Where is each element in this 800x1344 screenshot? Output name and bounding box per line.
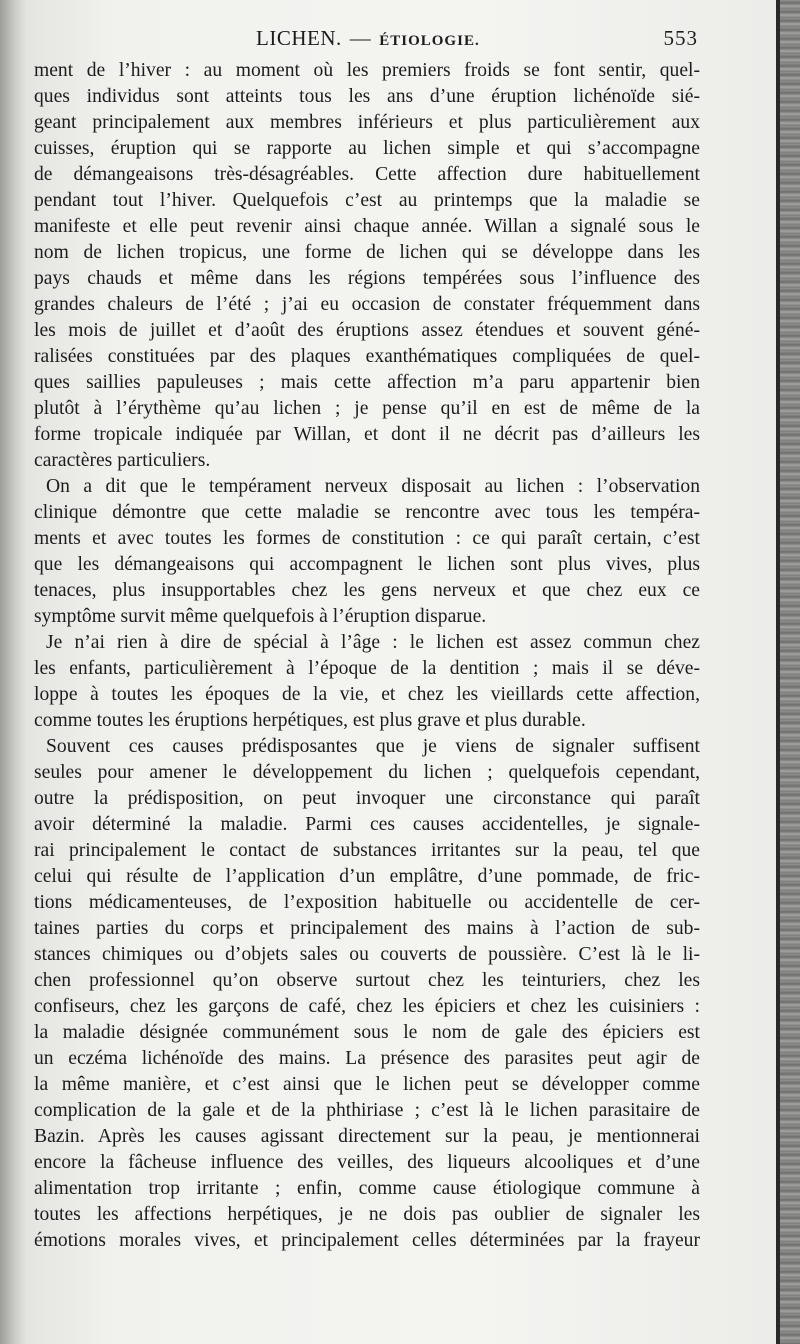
text-line: avoir déterminé la maladie. Parmi ces causes accidentelles, je signale- [34, 814, 700, 835]
text-line: toutes les affections herpétiques, je ne dois pas oublier de signaler les [34, 1204, 700, 1225]
text-line: les enfants, particulièrement à l’époque de la dentition ; mais il se déve- [34, 658, 700, 679]
text-line: taines parties du corps et principalement des mains à l’action de sub- [34, 918, 700, 939]
text-line: Je n’ai rien à dire de spécial à l’âge : le lichen est assez commun chez [46, 632, 700, 653]
text-line: plutôt à l’érythème qu’au lichen ; je pense qu’il en est de même de la [34, 398, 700, 419]
text-line: cuisses, éruption qui se rapporte au lichen simple et qui s’accompagne [34, 138, 700, 159]
text-line: seules pour amener le développement du lichen ; quelquefois cependant, [34, 762, 700, 783]
text-line: chen professionnel qu’on observe surtout chez les teinturiers, chez les [34, 970, 700, 991]
text-line: geant principalement aux membres inférieurs et plus particulièrement aux [34, 112, 700, 133]
text-line: celui qui résulte de l’application d’un emplâtre, d’une pommade, de fric- [34, 866, 700, 887]
text-line: symptôme survit même quelquefois à l’éruption disparue. [34, 606, 487, 627]
text-line: clinique démontre que cette maladie se rencontre avec tous les tempéra- [34, 502, 700, 523]
text-line: On a dit que le tempérament nerveux disposait au lichen : l’observation [46, 476, 700, 497]
book-binding [776, 0, 800, 1344]
text-line: forme tropicale indiquée par Willan, et dont il ne décrit pas d’ailleurs les [34, 424, 700, 445]
text-line: la maladie désignée communément sous le nom de gale des épiciers est [34, 1022, 700, 1043]
text-line: émotions morales vives, et principalement celles déterminées par la frayeur [34, 1230, 700, 1251]
running-head [256, 26, 480, 51]
text-line: pays chauds et même dans les régions tempérées sous l’influence des [34, 268, 700, 289]
text-line: Souvent ces causes prédisposantes que je viens de signaler suffisent [46, 736, 700, 757]
text-line: la même manière, et c’est ainsi que le lichen peut se développer comme [34, 1074, 700, 1095]
page-number: 553 [663, 26, 698, 50]
text-line: les mois de juillet et d’août des éruptions assez étendues et souvent géné- [34, 320, 700, 341]
page-header [34, 26, 698, 58]
text-line: pendant tout l’hiver. Quelquefois c’est au printemps que la maladie se [34, 190, 700, 211]
text-line: encore la fâcheuse influence des veilles, des liqueurs alcooliques et d’une [34, 1152, 700, 1173]
text-line: rai principalement le contact de substances irritantes sur la peau, tel que [34, 840, 700, 861]
text-line: alimentation trop irritante ; enfin, comme cause étiologique commune à [34, 1178, 700, 1199]
page-left-edge [0, 0, 26, 1344]
text-line: Bazin. Après les causes agissant directement sur la peau, je mentionnerai [34, 1126, 700, 1147]
text-line: complication de la gale et de la phthiriase ; c’est là le lichen parasitaire de [34, 1100, 700, 1121]
text-line: tions médicamenteuses, de l’exposition habituelle ou accidentelle de cer- [34, 892, 700, 913]
text-line: grandes chaleurs de l’été ; j’ai eu occasion de constater fréquemment dans [34, 294, 700, 315]
text-line: outre la prédisposition, on peut invoquer une circonstance qui paraît [34, 788, 700, 809]
text-line: ques saillies papuleuses ; mais cette affection m’a paru appartenir bien [34, 372, 700, 393]
text-line: stances chimiques ou d’objets sales ou couverts de poussière. C’est là le li- [34, 944, 700, 965]
running-head-separator: — [349, 26, 372, 50]
body-text [34, 58, 700, 1254]
text-line: que les démangeaisons qui accompagnent le lichen sont plus vives, plus [34, 554, 700, 575]
running-head-section: ÉTIOLOGIE. [379, 33, 480, 49]
running-head-title: LICHEN. [256, 26, 342, 50]
text-line: manifeste et elle peut revenir ainsi chaque année. Willan a signalé sous le [34, 216, 700, 237]
text-line: de démangeaisons très-désagréables. Cette affection dure habituellement [34, 164, 700, 185]
text-line: un eczéma lichénoïde des mains. La présence des parasites peut agir de [34, 1048, 700, 1069]
text-line: nom de lichen tropicus, une forme de lichen qui se développe dans les [34, 242, 700, 263]
text-line: tenaces, plus insupportables chez les gens nerveux et que chez eux ce [34, 580, 700, 601]
text-line: comme toutes les éruptions herpétiques, est plus grave et plus durable. [34, 710, 586, 731]
text-line: ments et avec toutes les formes de constitution : ce qui paraît certain, c’est [34, 528, 700, 549]
text-line: ques individus sont atteints tous les ans d’une éruption lichénoïde sié- [34, 86, 700, 107]
text-line: loppe à toutes les époques de la vie, et chez les vieillards cette affection, [34, 684, 700, 705]
text-line: ralisées constituées par des plaques exanthématiques compliquées de quel- [34, 346, 700, 367]
text-line: ment de l’hiver : au moment où les premiers froids se font sentir, quel- [34, 60, 700, 81]
text-line: caractères particuliers. [34, 450, 211, 471]
text-line: confiseurs, chez les garçons de café, chez les épiciers et chez les cuisiniers : [34, 996, 700, 1017]
